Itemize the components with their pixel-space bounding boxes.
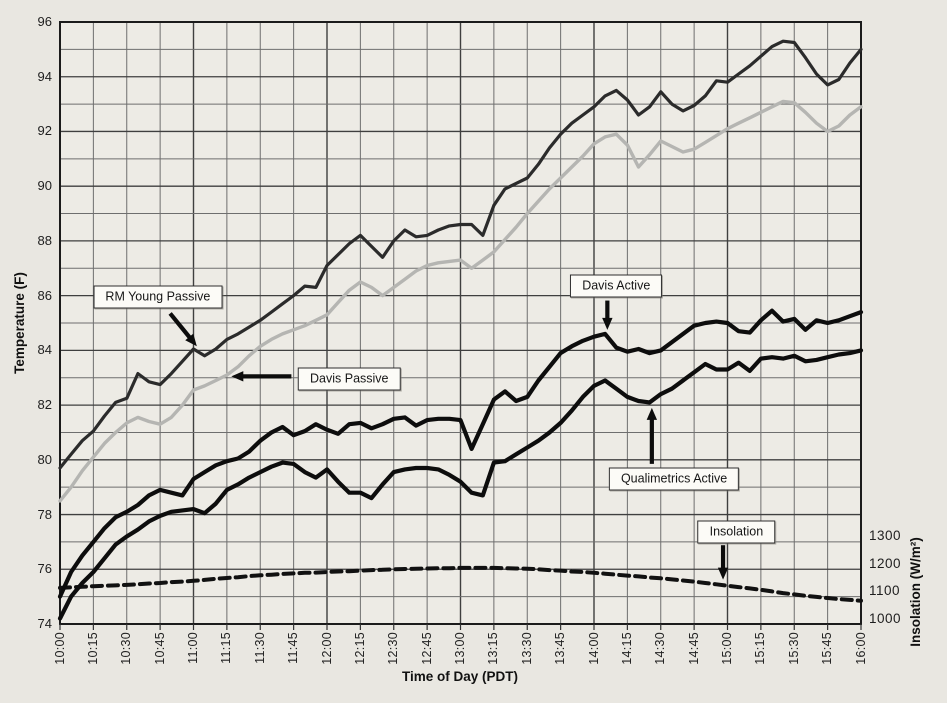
y-axis-left-tick-label: 82 [37,397,52,413]
callout-insolation: Insolation [698,521,776,544]
callout-davis-active: Davis Active [570,275,662,298]
x-axis-tick-label: 12:15 [352,632,367,665]
y-axis-left-tick-label: 94 [37,68,52,84]
x-axis-tick-label: 10:30 [119,632,134,665]
x-axis-tick-label: 15:15 [753,632,768,665]
x-axis-tick-label: 11:45 [286,632,301,664]
y-axis-left-tick-label: 88 [37,232,52,248]
callout-davis-passive: Davis Passive [298,368,401,391]
x-axis-tick-label: 12:45 [419,632,434,665]
x-axis-tick-label: 11:15 [219,632,234,664]
y-axis-left-tick-label: 78 [37,506,52,522]
x-axis-tick-label: 13:45 [553,632,568,665]
x-axis-tick-label: 16:00 [853,632,868,665]
x-axis-tick-label: 14:15 [619,632,634,665]
y-axis-left-tick-label: 90 [37,178,52,194]
x-axis-title: Time of Day (PDT) [401,669,519,684]
x-axis-tick-label: 13:15 [486,632,501,665]
y-axis-left-tick-label: 86 [37,287,52,303]
x-axis-tick-label: 14:45 [686,632,701,665]
x-axis-tick-label: 12:00 [319,632,334,665]
x-axis-tick-label: 10:45 [152,632,167,665]
y-axis-left-tick-label: 96 [37,14,52,29]
x-axis-tick-label: 11:30 [252,632,267,664]
y-axis-right-tick-label: 1200 [869,555,902,571]
x-axis-tick-label: 12:30 [386,632,401,665]
y-axis-left-tick-label: 92 [37,123,52,139]
x-axis-tick-label: 13:00 [453,632,467,665]
x-axis-tick-label: 11:00 [186,632,200,664]
x-axis-tick-label: 14:30 [653,632,668,665]
x-axis-tick-label: 13:30 [519,632,534,665]
y-axis-left-tick-label: 76 [37,561,52,577]
y-axis-right-title: Insolation (W/m²) [908,537,923,647]
callout-rm-young-passive: RM Young Passive [93,286,222,309]
callout-qualimetrics-active: Qualimetrics Active [609,467,739,490]
y-axis-left-tick-label: 84 [37,342,52,358]
x-axis-tick-label: 10:15 [85,632,100,665]
x-axis-tick-label: 10:00 [52,632,67,665]
y-axis-left-tick-label: 74 [37,616,52,631]
y-axis-left-title: Temperature (F) [12,272,27,374]
x-axis-tick-label: 15:45 [820,632,835,665]
x-axis-tick-label: 15:00 [720,632,734,665]
y-axis-left-tick-label: 80 [37,451,52,467]
x-axis-tick-label: 15:30 [786,632,801,665]
x-axis-tick-label: 14:00 [586,632,601,665]
y-axis-right-tick-label: 1000 [869,610,902,626]
y-axis-right-tick-label: 1100 [869,583,901,599]
y-axis-right-tick-label: 1300 [869,528,902,544]
